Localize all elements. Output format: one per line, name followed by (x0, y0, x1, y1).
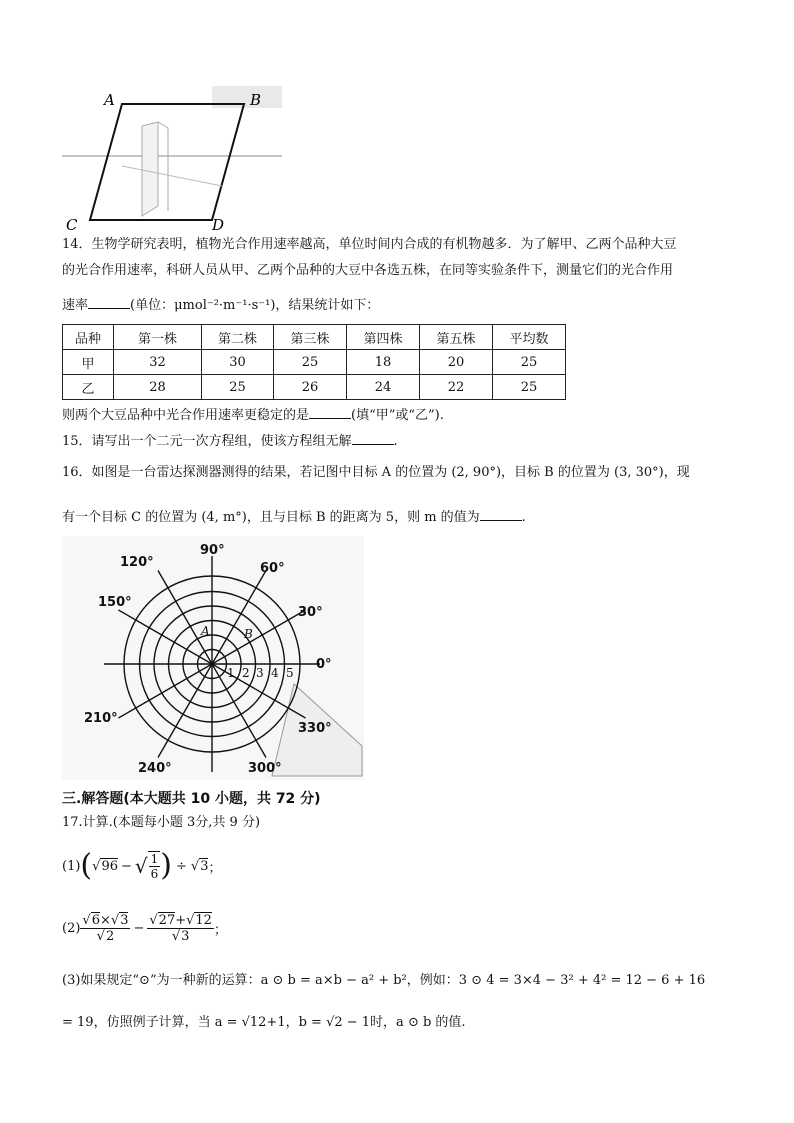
angle-label-210: 210° (84, 711, 118, 726)
ring-label-3: 3 (256, 666, 264, 680)
q14-line3 (62, 294, 379, 315)
table-header-cell: 第四株 (347, 325, 420, 350)
q14-unit: (单位：μmol⁻²·m⁻¹·s⁻¹)，结果统计如下： (130, 298, 380, 313)
table-cell: 25 (202, 375, 274, 400)
table-cell: 30 (202, 350, 274, 375)
q15-end: . (393, 434, 398, 449)
photosynthesis-table (62, 324, 566, 400)
table-header-row (63, 325, 566, 350)
q14-line2: 的光合作用速率，科研人员从甲、乙两个品种的大豆中各选五株，在同等实验条件下，测量它们的光合作用 (62, 263, 674, 278)
q14-line3-pre: 速率 (62, 298, 89, 313)
table-cell: 25 (274, 350, 347, 375)
table-cell: 22 (420, 375, 493, 400)
table-header-cell: 第三株 (274, 325, 347, 350)
q14-line1: 14．生物学研究表明，植物光合作用速率越高，单位时间内合成的有机物越多．为了解甲、乙两个品种大豆 (62, 237, 677, 252)
angle-label-330: 330° (298, 721, 332, 736)
angle-label-150: 150° (98, 595, 132, 610)
q14-answer-blank[interactable] (88, 294, 130, 309)
q16-line1: 16．如图是一台雷达探测器测得的结果，若记图中目标 A 的位置为 (2, 90°)，目标 B 的位置为 (3, 30°)，现 (62, 465, 690, 480)
table-header-cell: 第二株 (202, 325, 274, 350)
angle-label-30: 30° (298, 605, 323, 620)
q15-answer-blank[interactable] (352, 430, 394, 445)
q16-line2 (62, 506, 526, 527)
target-b-label: B (244, 627, 253, 641)
q17-part2-end: ； (213, 922, 227, 938)
table-cell: 20 (420, 350, 493, 375)
q17-part2-label: (2) (62, 920, 81, 936)
q14-after-text: 则两个大豆品种中光合作用速率更稳定的是 (62, 408, 310, 423)
q15 (62, 430, 398, 451)
table-cell: 28 (114, 375, 202, 400)
q17-title: 17.计算.(本题每小题 3分,共 9 分) (62, 815, 261, 830)
vertex-d-label: D (212, 216, 225, 234)
q17-part1-end: ； (208, 860, 222, 876)
table-header-cell: 第五株 (420, 325, 493, 350)
table-row (63, 375, 566, 400)
q17-part3-line1: (3)如果规定“⊙”为一种新的运算：a ⊙ b = a×b − a² + b²，例如：3 ⊙ 4 = 3×4 − 3² + 4² = 12 − 6 + 16 (62, 973, 706, 988)
angle-label-120: 120° (120, 555, 154, 570)
q14-after-end: (填“甲”或“乙”). (351, 408, 444, 423)
section-3-heading: 三.解答题(本大题共 10 小题，共 72 分) (62, 791, 321, 807)
target-a-label: A (201, 624, 210, 638)
q15-text: 15．请写出一个二元一次方程组，使该方程组无解 (62, 434, 352, 449)
table-cell: 26 (274, 375, 347, 400)
table-header-cell: 平均数 (493, 325, 566, 350)
ring-label-2: 2 (242, 666, 250, 680)
q17-part1-label: (1) (62, 858, 81, 874)
vertex-c-label: C (66, 216, 78, 234)
q17-part2: (2) $\frac{√6\times√3}{√2}$ − $\frac{√27+√12}{√3}$ ； (62, 912, 227, 944)
ring-label-4: 4 (271, 666, 279, 680)
table-cell: 32 (114, 350, 202, 375)
table-header-cell: 品种 (63, 325, 114, 350)
q14-after (62, 404, 444, 425)
angle-label-240: 240° (138, 761, 172, 776)
angle-label-60: 60° (260, 561, 285, 576)
table-cell: 24 (347, 375, 420, 400)
table-row (63, 350, 566, 375)
parallelogram-figure (62, 86, 282, 234)
q16-line2-text: 有一个目标 C 的位置为 (4, m°)，且与目标 B 的距离为 5，则 m 的值为 (62, 510, 480, 525)
table-cell: 25 (493, 350, 566, 375)
radar-figure (62, 536, 364, 780)
q16-line2-end: . (521, 510, 526, 525)
angle-label-90: 90° (200, 543, 225, 558)
table-cell: 甲 (63, 350, 114, 375)
table-cell: 25 (493, 375, 566, 400)
vertex-a-label: A (104, 91, 115, 109)
table-cell: 18 (347, 350, 420, 375)
angle-label-0: 0° (316, 657, 332, 672)
q16-answer-blank[interactable] (480, 506, 522, 521)
q17-part1: (1) ( √96 − √ $\frac{1}{6}$ ) ÷ √3 ； (62, 848, 222, 883)
vertex-b-label: B (250, 91, 262, 109)
angle-label-300: 300° (248, 761, 282, 776)
table-header-cell: 第一株 (114, 325, 202, 350)
q17-part3-line2: = 19，仿照例子计算，当 a = √12+1，b = √2 − 1时，a ⊙ b 的值. (62, 1015, 466, 1030)
ring-label-5: 5 (286, 666, 294, 680)
q14-stable-blank[interactable] (309, 404, 351, 419)
ring-label-1: 1 (227, 666, 235, 680)
table-cell: 乙 (63, 375, 114, 400)
